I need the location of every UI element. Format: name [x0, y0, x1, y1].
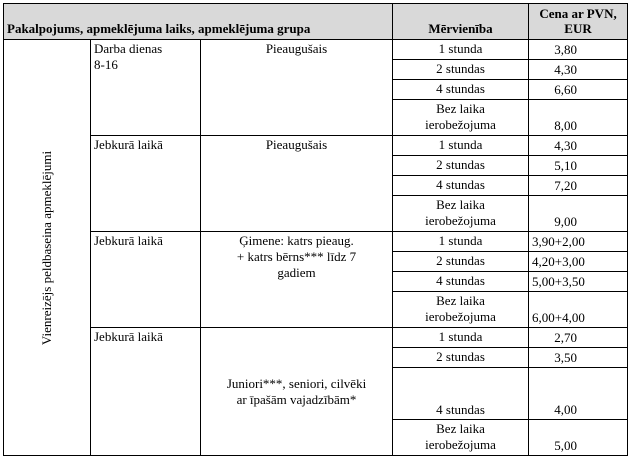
price-cell: 4,30	[529, 136, 628, 156]
unit-line: Bez laika	[436, 197, 485, 212]
table-row	[4, 328, 628, 348]
price-cell: 4,30	[529, 60, 628, 80]
price-cell: 5,00	[529, 420, 628, 456]
time-cell	[91, 232, 201, 328]
price-cell: 9,00	[529, 196, 628, 232]
unit-cell: 4 stundas	[393, 80, 529, 100]
header-price	[529, 4, 628, 40]
price-cell: 6,00+4,00	[529, 292, 628, 328]
group-line: gadiem	[277, 265, 316, 280]
price-table	[3, 3, 628, 456]
group-line: Juniori***, seniori, cilvēki	[226, 376, 367, 391]
unit-cell: 2 stundas	[393, 60, 529, 80]
table-row	[4, 40, 628, 60]
unit-line: Bez laika	[436, 293, 485, 308]
time-cell	[91, 136, 201, 232]
price-cell: 7,20	[529, 176, 628, 196]
group-cell	[201, 232, 393, 328]
table-row	[4, 136, 628, 156]
unit-line: ierobežojuma	[425, 117, 496, 132]
price-cell: 5,10	[529, 156, 628, 176]
price-cell: 2,70	[529, 328, 628, 348]
price-cell: 8,00	[529, 100, 628, 136]
time-cell	[91, 328, 201, 456]
unit-line: Bez laika	[436, 421, 485, 436]
table-row	[4, 232, 628, 252]
group-line: Pieaugušais	[265, 41, 328, 56]
unit-cell: 4 stundas	[393, 272, 529, 292]
unit-cell: 2 stundas	[393, 348, 529, 368]
unit-line: ierobežojuma	[425, 213, 496, 228]
unit-line: Bez laika	[436, 101, 485, 116]
time-line: Jebkurā laikā	[94, 137, 163, 152]
time-line: Darba dienas	[94, 41, 163, 56]
unit-cell	[393, 196, 529, 232]
unit-cell: 1 stunda	[393, 328, 529, 348]
unit-cell: 1 stunda	[393, 40, 529, 60]
header-price-line2: EUR	[564, 21, 592, 36]
unit-cell: 4 stundas	[393, 368, 529, 420]
unit-cell: 2 stundas	[393, 252, 529, 272]
header-row	[4, 4, 628, 40]
group-cell	[201, 136, 393, 232]
unit-cell: 2 stundas	[393, 156, 529, 176]
price-cell: 5,00+3,50	[529, 272, 628, 292]
time-line: 8-16	[94, 57, 118, 72]
group-line: Pieaugušais	[265, 137, 328, 152]
group-line: Ģimene: katrs pieaug.	[239, 233, 354, 248]
price-cell: 3,50	[529, 348, 628, 368]
group-line: + katrs bērns*** līdz 7	[236, 249, 357, 264]
unit-cell: 1 stunda	[393, 232, 529, 252]
header-price-line1: Cena ar PVN,	[539, 6, 617, 21]
price-cell: 3,90+2,00	[529, 232, 628, 252]
price-cell: 6,60	[529, 80, 628, 100]
time-line: Jebkurā laikā	[94, 233, 163, 248]
group-cell	[201, 40, 393, 136]
price-cell: 4,00	[529, 368, 628, 420]
group-cell	[201, 328, 393, 456]
time-cell	[91, 40, 201, 136]
group-line: ar īpašām vajadzībām*	[236, 392, 357, 407]
unit-cell	[393, 420, 529, 456]
side-label: Vienreizējs peldbaseina apmeklējumi	[39, 150, 54, 345]
unit-cell: 1 stunda	[393, 136, 529, 156]
unit-line: ierobežojuma	[425, 437, 496, 452]
unit-line: ierobežojuma	[425, 309, 496, 324]
header-category: Pakalpojums, apmeklējuma laiks, apmeklējuma grupa	[4, 4, 393, 40]
header-unit: Mērvienība	[393, 4, 529, 40]
time-line: Jebkurā laikā	[94, 329, 163, 344]
unit-cell	[393, 100, 529, 136]
unit-cell: 4 stundas	[393, 176, 529, 196]
price-cell: 3,80	[529, 40, 628, 60]
side-label-cell	[4, 40, 91, 456]
unit-cell	[393, 292, 529, 328]
price-cell: 4,20+3,00	[529, 252, 628, 272]
